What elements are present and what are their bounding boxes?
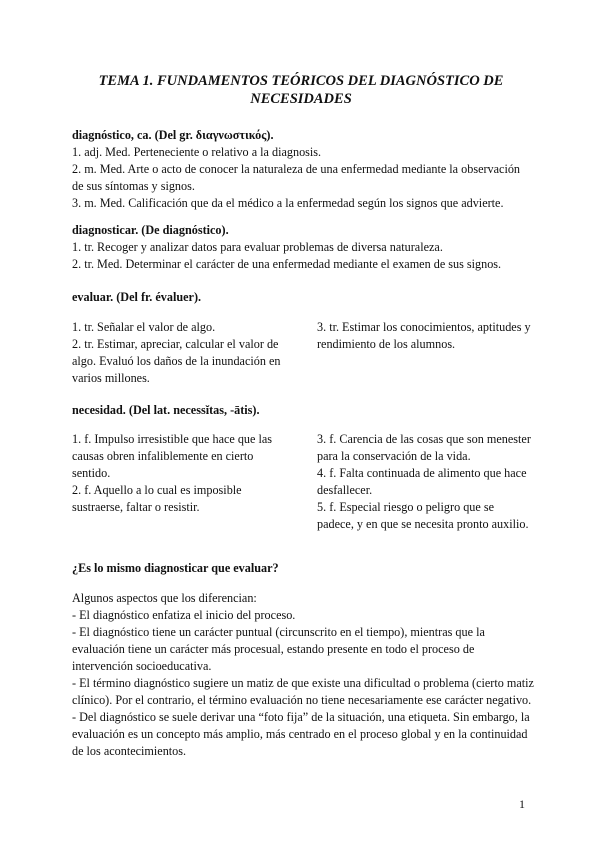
necesidad-column-left [72, 431, 294, 516]
evaluar-column-left [72, 319, 294, 387]
definition: 1. tr. Señalar el valor de algo. [72, 320, 216, 334]
document-title [72, 72, 530, 108]
definition: 2. tr. Med. Determinar el carácter de una enfermedad mediante el examen de sus signos. [72, 257, 502, 271]
entry-diagnostico [72, 127, 530, 212]
list-item: - Del diagnóstico se suele derivar una “foto fija” de la situación, una etiqueta. Sin embargo, la evaluación es un concepto más amplio, más centrado en el proceso global y en la continuidad de los acontecimientos. [72, 710, 530, 758]
page-number: 1 [519, 797, 525, 811]
definition: 4. f. Falta continuada de alimento que hace desfallecer. [317, 466, 527, 497]
definition: 1. adj. Med. Perteneciente o relativo a la diagnosis. [72, 145, 322, 159]
definition: 3. m. Med. Calificación que da el médico a la enfermedad según los signos que advierte. [72, 196, 504, 210]
definition: 1. tr. Recoger y analizar datos para evaluar problemas de diversa naturaleza. [72, 240, 443, 254]
necesidad-column-right [317, 431, 532, 533]
list-item: - El diagnóstico enfatiza el inicio del proceso. [72, 608, 296, 622]
list-item: - El diagnóstico tiene un carácter puntual (circunscrito en el tiempo), mientras que la evaluación tiene un carácter más procesual, estando presente en todo el proceso de intervención socioeducativa. [72, 625, 485, 673]
definition: 2. f. Aquello a lo cual es imposible sustraerse, faltar o resistir. [72, 483, 242, 514]
evaluar-column-right [317, 319, 539, 353]
entry-heading: diagnóstico, ca. (Del gr. διαγνωστικός). [72, 128, 274, 142]
list-item: - El término diagnóstico sugiere un matiz de que existe una dificultad o problema (cierto matiz clínico). Por el contrario, el término evaluación no tiene necesariamente ese carácter negativo. [72, 676, 534, 707]
definition: 5. f. Especial riesgo o peligro que se padece, y en que se necesita pronto auxilio. [317, 500, 529, 531]
definition: 3. f. Carencia de las cosas que son menester para la conservación de la vida. [317, 432, 531, 463]
question-heading: ¿Es lo mismo diagnosticar que evaluar? [72, 561, 279, 575]
intro-text: Algunos aspectos que los diferencian: [72, 591, 257, 605]
definition: 2. tr. Estimar, apreciar, calcular el valor de algo. Evaluó los daños de la inundación en varios millones. [72, 337, 281, 385]
entry-diagnosticar [72, 222, 530, 273]
entry-heading: diagnosticar. (De diagnóstico). [72, 223, 229, 237]
entry-heading: necesidad. (Del lat. necessĭtas, -ātis). [72, 403, 260, 417]
entry-heading: evaluar. (Del fr. évaluer). [72, 290, 202, 304]
entry-evaluar-heading [72, 289, 530, 306]
title-line-2: NECESIDADES [250, 91, 352, 107]
definition: 3. tr. Estimar los conocimientos, aptitudes y rendimiento de los alumnos. [317, 320, 531, 351]
definition: 2. m. Med. Arte o acto de conocer la naturaleza de una enfermedad mediante la observación de sus síntomas y signos. [72, 162, 521, 193]
definition: 1. f. Impulso irresistible que hace que las causas obren infaliblemente en cierto sentido. [72, 432, 273, 480]
differences-block [72, 590, 534, 760]
title-line-1: TEMA 1. FUNDAMENTOS TEÓRICOS DEL DIAGNÓSTICO DE [98, 73, 504, 89]
entry-necesidad-heading [72, 402, 530, 419]
question-heading-block [72, 560, 530, 577]
